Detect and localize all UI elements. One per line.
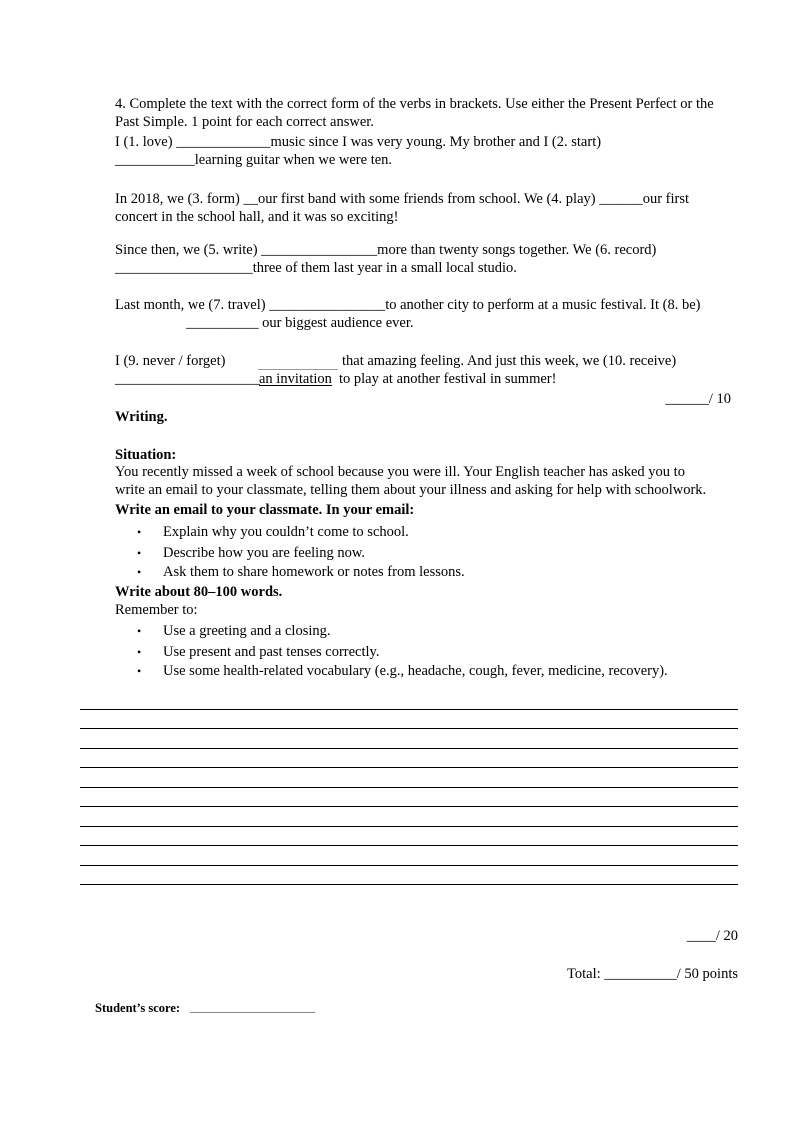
situation-heading: Situation: bbox=[115, 447, 177, 463]
writing-line bbox=[80, 806, 738, 807]
paragraph-2-line-2: concert in the school hall, and it was so exciting! bbox=[115, 209, 399, 225]
paragraph-4-line-2: __________ our biggest audience ever. bbox=[186, 315, 414, 331]
paragraph-5-line-2-end: to play at another festival in summer! bbox=[339, 371, 557, 387]
writing-line bbox=[80, 767, 738, 768]
exercise-4-score: ______/ 10 bbox=[665, 391, 731, 407]
writing-line bbox=[80, 865, 738, 866]
student-score-blank[interactable]: ____________________ bbox=[190, 1000, 315, 1014]
paragraph-4-line-1: Last month, we (7. travel) ________________to another city to perform at a music festival. It (8. be) bbox=[115, 297, 701, 313]
reminder-item-1: Use a greeting and a closing. bbox=[163, 623, 331, 639]
writing-line bbox=[80, 748, 738, 749]
reminder-item-2: Use present and past tenses correctly. bbox=[163, 644, 380, 660]
paragraph-3-line-1: Since then, we (5. write) ________________more than twenty songs together. We (6. record) bbox=[115, 242, 657, 258]
student-score-label: Student’s score: bbox=[95, 1001, 181, 1015]
writing-line bbox=[80, 728, 738, 729]
task-item-1: Explain why you couldn’t come to school. bbox=[163, 524, 409, 540]
task-item-2: Describe how you are feeling now. bbox=[163, 545, 365, 561]
bullet-icon: • bbox=[137, 645, 142, 659]
situation-line-2: write an email to your classmate, telling them about your illness and asking for help with schoolwork. bbox=[115, 482, 707, 498]
bullet-icon: • bbox=[137, 546, 142, 560]
bullet-icon: • bbox=[137, 624, 142, 638]
bullet-icon: • bbox=[137, 664, 142, 678]
paragraph-5-line-2-blank: ____________________ bbox=[115, 371, 260, 387]
writing-line bbox=[80, 884, 738, 885]
reminder-item-3: Use some health-related vocabulary (e.g., headache, cough, fever, medicine, recovery). bbox=[163, 663, 668, 679]
task-item-3: Ask them to share homework or notes from lessons. bbox=[163, 564, 465, 580]
exercise-4-instruction-line-1: 4. Complete the text with the correct form of the verbs in brackets. Use either the Present Perfect or the bbox=[115, 96, 714, 112]
paragraph-5-line-1-start: I (9. never / forget) bbox=[115, 353, 226, 369]
total-score: Total: __________/ 50 points bbox=[567, 966, 738, 982]
situation-line-1: You recently missed a week of school because you were ill. Your English teacher has asked you to bbox=[115, 464, 685, 480]
bullet-icon: • bbox=[137, 565, 142, 579]
bullet-icon: • bbox=[137, 525, 142, 539]
writing-heading: Writing. bbox=[115, 409, 168, 425]
paragraph-3-line-2: ___________________three of them last year in a small local studio. bbox=[115, 260, 517, 276]
task-heading: Write an email to your classmate. In your email: bbox=[115, 502, 415, 518]
writing-line bbox=[80, 845, 738, 846]
paragraph-1-line-2: ___________learning guitar when we were ten. bbox=[115, 152, 393, 168]
word-count-instruction: Write about 80–100 words. bbox=[115, 584, 283, 600]
paragraph-1-line-1: I (1. love) _____________music since I was very young. My brother and I (2. start) bbox=[115, 134, 602, 150]
paragraph-2-line-1: In 2018, we (3. form) __our first band with some friends from school. We (4. play) ______our first bbox=[115, 191, 690, 207]
writing-line bbox=[80, 709, 738, 710]
exercise-4-instruction-line-2: Past Simple. 1 point for each correct answer. bbox=[115, 114, 374, 130]
remember-label: Remember to: bbox=[115, 602, 198, 618]
paragraph-5-line-1-end: that amazing feeling. And just this week, we (10. receive) bbox=[342, 353, 677, 369]
writing-score: ____/ 20 bbox=[686, 928, 738, 944]
writing-line bbox=[80, 826, 738, 827]
writing-line bbox=[80, 787, 738, 788]
paragraph-5-line-2-underlined: an invitation bbox=[259, 371, 332, 387]
